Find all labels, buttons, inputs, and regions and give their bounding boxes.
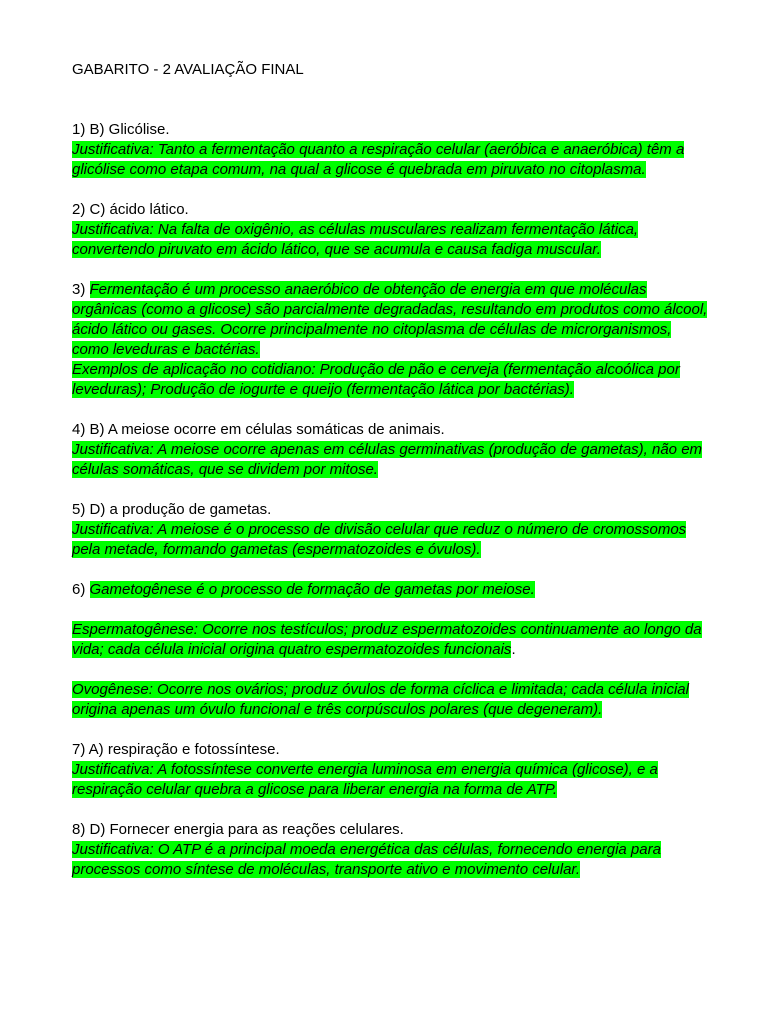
question-6-definition-line (72, 580, 712, 600)
question-4-justification: Justificativa: A meiose ocorre apenas em células germinativas (produção de gametas), não em células somáticas, que se dividem por mitose. (72, 441, 703, 478)
question-6-spermatogenesis-end: . (511, 641, 516, 658)
question-8 (72, 820, 712, 880)
question-6-definition: Gametogênese é o processo de formação de gametas por meiose. (89, 581, 535, 598)
question-8-answer: 8) D) Fornecer energia para as reações celulares. (72, 821, 404, 838)
question-6-number: 6) (72, 581, 90, 598)
question-1-answer: 1) B) Glicólise. (72, 121, 170, 138)
question-5-justification: Justificativa: A meiose é o processo de divisão celular que reduz o número de cromossomos pela metade, formando gametas (espermatozoides e óvulos). (72, 521, 687, 558)
question-5 (72, 500, 712, 560)
question-4 (72, 420, 712, 480)
question-2-answer: 2) C) ácido lático. (72, 201, 189, 218)
document-title: GABARITO - 2 AVALIAÇÃO FINAL (72, 61, 304, 78)
question-3-definition: Fermentação é um processo anaeróbico de obtenção de energia em que moléculas orgânicas (como a glicose) são parcialmente degradadas, resultando em produtos como álcool, ácido lático ou gases. Ocorre principalmente no citoplasma de células de microrganismos, como leveduras e bactérias. (72, 281, 708, 358)
question-6-spermatogenesis: Espermatogênese: Ocorre nos testículos; produz espermatozoides continuamente ao longo da vida; cada célula inicial origina quatro espermatozoides funcionais (72, 621, 702, 658)
question-6-oogenesis: Ovogênese: Ocorre nos ovários; produz óvulos de forma cíclica e limitada; cada célula inicial origina apenas um óvulo funcional e três corpúsculos polares (que degeneram). (72, 681, 689, 718)
answer-key-document (72, 60, 712, 900)
question-3-examples: Exemplos de aplicação no cotidiano: Produção de pão e cerveja (fermentação alcoólica por leveduras); Produção de iogurte e queijo (fermentação lática por bactérias). (72, 361, 680, 398)
question-5-answer: 5) D) a produção de gametas. (72, 501, 272, 518)
question-3 (72, 280, 712, 400)
question-1-justification: Justificativa: Tanto a fermentação quanto a respiração celular (aeróbica e anaeróbica) têm a glicólise como etapa comum, na qual a glicose é quebrada em piruvato no citoplasma. (72, 141, 685, 178)
question-7 (72, 740, 712, 800)
question-8-justification: Justificativa: O ATP é a principal moeda energética das células, fornecendo energia para processos como síntese de moléculas, transporte ativo e movimento celular. (72, 841, 661, 878)
question-6-oogenesis-paragraph (72, 680, 712, 720)
question-2 (72, 200, 712, 260)
question-7-answer: 7) A) respiração e fotossíntese. (72, 741, 280, 758)
question-7-justification: Justificativa: A fotossíntese converte energia luminosa em energia química (glicose), e a respiração celular quebra a glicose para liberar energia na forma de ATP. (72, 761, 658, 798)
question-2-justification: Justificativa: Na falta de oxigênio, as células musculares realizam fermentação lática, convertendo piruvato em ácido lático, que se acumula e causa fadiga muscular. (72, 221, 639, 258)
question-3-number: 3) (72, 281, 90, 298)
question-6-spermatogenesis-paragraph (72, 620, 712, 660)
question-1 (72, 120, 712, 180)
question-4-answer: 4) B) A meiose ocorre em células somáticas de animais. (72, 421, 445, 438)
question-6 (72, 580, 712, 720)
